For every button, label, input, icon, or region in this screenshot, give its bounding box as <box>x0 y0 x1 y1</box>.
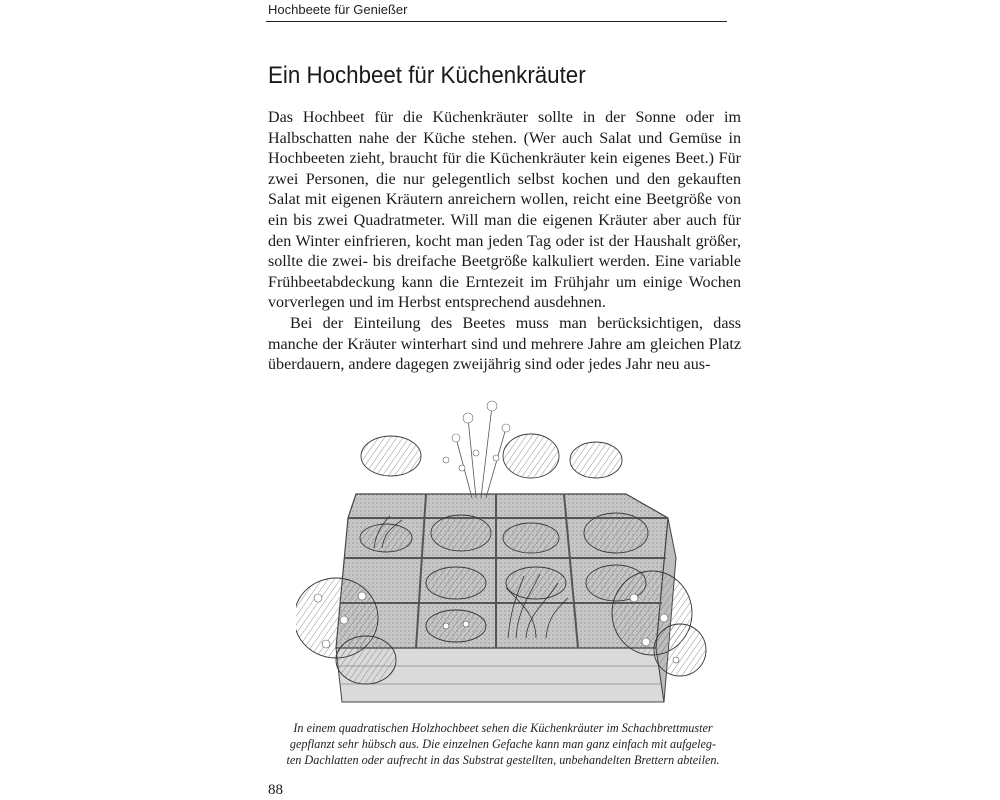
caption-line: ten Dachlatten oder aufrecht in das Substrat gestellten, unbehandelten Brettern abteilen. <box>286 753 720 767</box>
chapter-title: Ein Hochbeet für Küchenkräuter <box>268 62 586 89</box>
paragraph-1: Das Hochbeet für die Küchenkräuter sollte in der Sonne oder im Halbschatten nahe der Küche stehen. (Wer auch Salat und Gemüse in Hochbeeten zieht, braucht für die Küchenkräuter kein eigenes Beet.) Für zwei Personen, die nur gelegentlich selbst kochen und den gekauften Salat mit eigenen Kräutern anreichern wollen, reicht eine Beetgröße von ein bis zwei Quadratmeter. Will man die eigenen Kräuter aber auch für den Winter einfrieren, kocht man jeden Tag oder ist der Haushalt größer, sollte die zwei- bis dreifache Beetgröße kalkuliert werden. Eine variable Frühbeetabdeckung kann die Erntezeit im Frühjahr um einige Wochen vorverlegen und im Herbst entsprechend ausdehnen. <box>268 109 741 312</box>
caption-line: gepflanzt sehr hübsch aus. Die einzelnen Gefache kann man ganz einfach mit aufgeleg- <box>289 737 717 751</box>
raised-bed-illustration <box>296 398 710 710</box>
caption-line: In einem quadratischen Holzhochbeet sehen die Küchenkräuter im Schachbrettmuster <box>293 721 713 735</box>
paragraph-2: Bei der Einteilung des Beetes muss man berücksichtigen, dass manche der Kräuter winterhart sind und mehrere Jahre am gleichen Platz überdauern, andere dagegen zweijährig sind oder jedes Jahr neu aus- <box>268 314 741 374</box>
running-header: Hochbeete für Genießer <box>268 2 408 17</box>
figure-caption <box>268 720 738 768</box>
header-rule <box>266 21 727 22</box>
page-number: 88 <box>268 782 283 798</box>
body-text <box>268 108 741 376</box>
